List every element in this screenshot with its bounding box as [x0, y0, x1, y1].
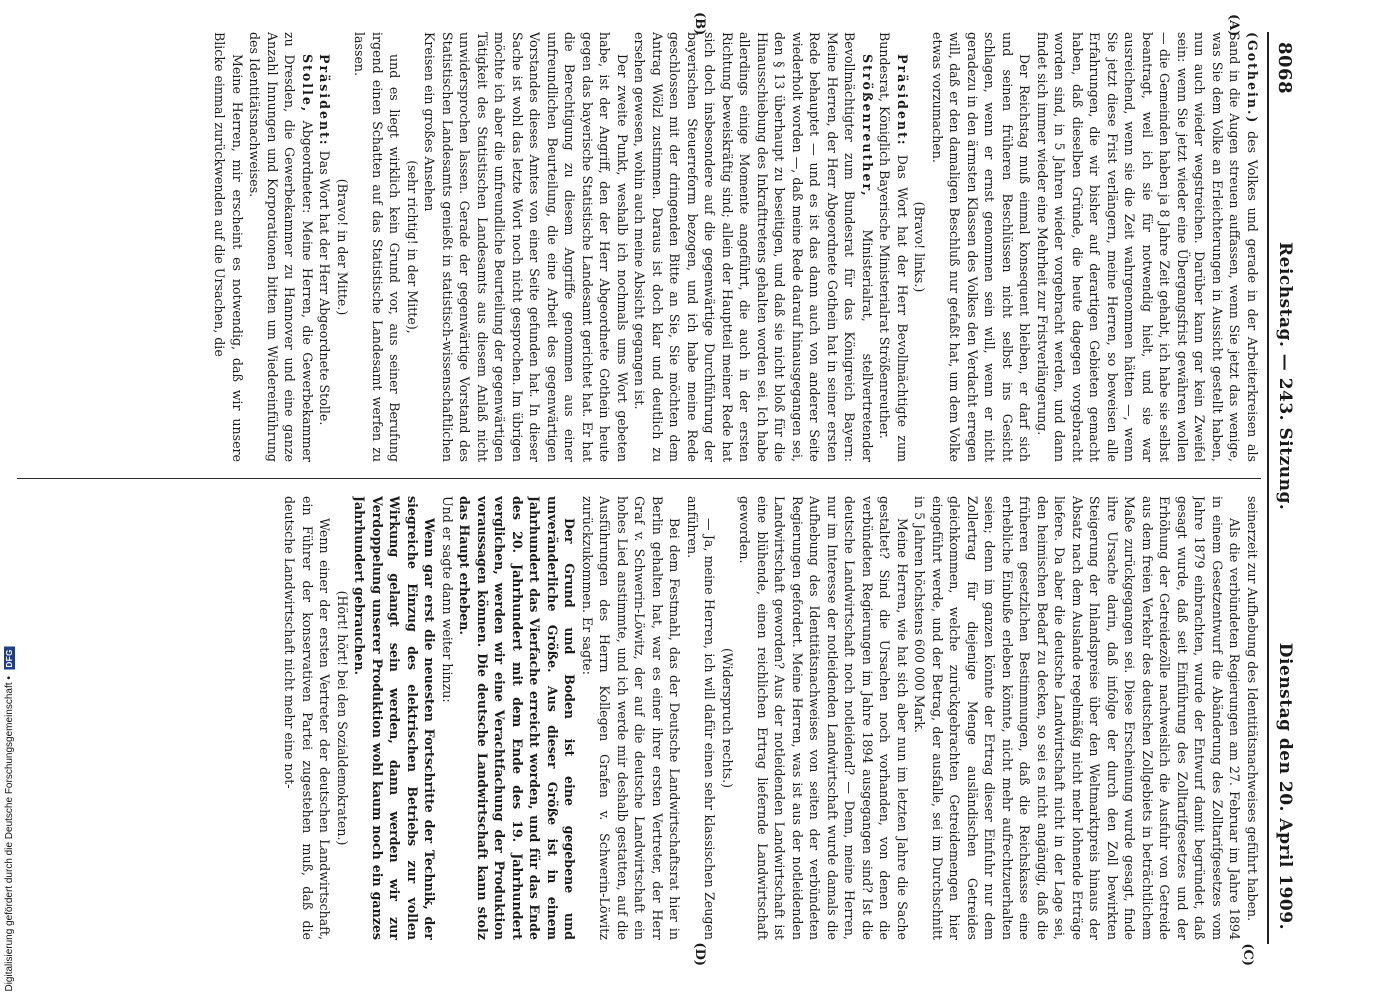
- interjection-note: (Bravo! in der Mitte.): [335, 178, 350, 316]
- margin-marker-d: (D): [692, 942, 707, 966]
- margin-marker-b: (B): [692, 12, 707, 36]
- paragraph: — Ja, meine Herren, ich will dafür einen sehr klassischen Zeugen anführen.: [685, 496, 718, 940]
- dfg-logo: DFG: [5, 649, 14, 668]
- speaker-paragraph: [876, 32, 911, 462]
- margin-marker-c: (C): [1240, 943, 1255, 966]
- left-column: [17, 32, 1261, 462]
- page-header: [1267, 42, 1297, 944]
- header-rule: [1267, 32, 1269, 944]
- interjection-note: (Hört! hört! bei den Sozialdemokraten.): [335, 590, 350, 846]
- paragraph: und es liegt wirklich kein Grund vor, aus seiner Berufung irgend einen Schatten auf das Statistische Landesamt werfen zu lassen.: [352, 32, 403, 462]
- paragraph: Als die verbündeten Regierungen am 27. Februar im Jahre 1894 in einem Gesetzentwurf die Abänderung des Zolltarifgesetzes vom Jahre 1879 einbrachten, wurde der Entwurf damit begründet, daß gesagt wurde, daß seit Einführung des Zolltarifgesetzes und der Erhöhung der Getreidezölle nachweislich die Ausfuhr von Getreide aus dem freien Verkehr des deutschen Zollgebiets in beträchtlichem Maße zurückgegangen sei. Diese Erscheinung wurde gesagt, finde ihre Ursache darin, daß infolge der durch den Zoll bewirkten Steigerung der Inlandspreise über den Weltmarktpreis hinaus der Absatz nach dem Auslande regelmäßig nicht mehr lohnende Erträge liefere. Da aber die deutsche Landwirtschaft nicht in der Lage sei, den heimischen Bedarf zu decken, so sei es nicht angängig, daß die früheren gesetzlichen Bestimmungen, daß die Reichskasse eine erhebliche Einbuße erleben könnte, nicht mehr aufrechtzuerhalten seien; denn im ganzen könnte der Ertrag dieser Einfuhr nur dem Zollertrag für diejenige Menge ausländischen Getreides gleichkommen, welche zurückgebrachten Getreidemengen hier eingeführt werde, und der Betrag, der ausfalle, sei im Durchschnitt in 5 Jahren höchstens 600 000 Mark.: [912, 496, 1243, 940]
- interjection-note: (Widerspruch rechts.): [720, 647, 735, 789]
- paragraph: Der Reichstag muß einmal konsequent bleiben, er darf sich und seinen früheren Beschlüssen nicht selbst ins Gesicht schlagen, wenn er ernst genommen sein will, wenn er nicht geradezu in den ärmsten Klassen des Volkes den Verdacht erregen will, daß er den damaligen Beschluß nur gefaßt hat, um dem Volke etwas vorzumachen.: [930, 32, 1033, 462]
- quotation: Wenn gar erst die neuesten Fortschritte der Technik, der siegreiche Einzug des elektrischen Betriebs zur vollen Wirkung gelangt sein werden, dann werden wir zur Verdoppelung unserer Produktion wohl kaum noch ein ganzes Jahrhundert gebrauchen.: [352, 496, 438, 940]
- speech-text: Das Wort hat der Herr Bevollmächtigte zum Bundesrat, Königlich Bayerische Ministerialrat Strößenreuther.: [877, 32, 910, 462]
- session-header: Reichstag. — 243. Sitzung.: [1275, 242, 1295, 511]
- speaker-paragraph: [631, 32, 876, 462]
- paragraph: Wenn einer der ersten Vertreter der deutschen Landwirtschaft, ein Führer der konservativen Partei zugestehen muß, daß die deutsche Landwirtschaft nicht mehr eine not-: [282, 496, 333, 940]
- paragraph: Meine Herren, mir erscheint es notwendig, daß wir unsere Blicke einmal zurückwenden auf die Ursachen, die: [212, 32, 245, 462]
- paragraph: Bei dem Festmahl, das der Deutsche Landwirtschaftsrat hier in Berlin gehalten hat, war es einer ihrer ersten Vertreter, der Herr Graf v. Schwerin-Löwitz, der auf die deutsche Landwirtschaft ein hohes Lied anstimmte, und ich werde mir deshalb gestatten, auf die Ausführungen des Herrn Kollegen Grafen v. Schwerin-Löwitz zurückzukommen. Er sagte:: [580, 496, 683, 940]
- page-number: 8068: [1274, 42, 1295, 95]
- credit-text: Digitalisierung gefördert durch die Deutsche Forschungsgemeinschaft •: [4, 676, 15, 992]
- right-column: [17, 496, 1261, 940]
- speech-text: Ministerialrat, stellvertretender Bevollmächtigter zum Bundesrat für das Königreich Bayern: Meine Herren, der Herr Abgeordnete Gothein hat in seiner ersten Rede behauptet — und es ist das dann auch von anderer Seite wiederholt worden —, daß meine Rede darauf hinausgegangen sei, den § 13 überhaupt zu beseitigen, und daß sie nicht bloß für die Hinausschiebung des Inkrafttretens gehalten worden sei. Ich habe allerdings einige Momente angeführt, die auch in der ersten Richtung beweiskräftig sind; allein der Hauptteil meiner Rede hat sich doch insbesondere auf die gegenwärtige Durchführung der bayerischen Steuerreform bezogen, und ich habe meine Rede geschlossen mit der dringenden Bitte an Sie, Sie möchten dem Antrag Wölzl zustimmen. Daraus ist doch klar und deutlich zu ersehen gewesen, wohin auch meine Absicht gegangen ist.: [632, 32, 875, 462]
- speaker-paragraph: [1034, 32, 1262, 462]
- quotation: Der Grund und Boden ist eine gegebene und unveränderliche Größe. Aus dieser Größe ist in einem Jahrhundert das Vierfache erreicht worden, und für das Ende des 20. Jahrhundert mit dem Ende des 19. Jahrhundert verglichen, werden wir eine Verachtfachung der Produktion voraussagen können. Die deutsche Landwirtschaft kann stolz das Haupt erheben.: [457, 496, 578, 940]
- paragraph: Der zweite Punkt, weshalb ich nochmals ums Wort gebeten habe, ist der Angriff, den der Herr Abgeordnete Gothein heute gegen das bayerische Statistische Landesamt gerichtet hat. Er hat die Berechtigung zu diesem Angriffe genommen aus einer unfreundlichen Beurteilung, die eine Arbeit des gegenwärtigen Vorstandes dieses Amtes von einer Seite gefunden hat. In dieser Sache ist wohl das letzte Wort noch nicht gesprochen. Im übrigen möchte ich aber die unfreundliche Beurteilung der gegenwärtigen Tätigkeit des Statistischen Landesamts aus diesem Anlaß nicht unwidersprochen lassen. Gerade der gegenwärtige Vorstand des Statistischen Landesamts genießt in statistisch-wissenschaftlichen Kreisen ein großes Ansehen: [422, 32, 630, 462]
- speaker-name: Präsident:: [317, 54, 333, 147]
- speech-text: des Volkes und gerade in der Arbeiterkreisen als Sand in die Augen streuen auffassen, wenn Sie jetzt das wenige, was Sie dem Volke an Erleichterungen in Aussicht gestellt haben, nun auch wieder wegstreichen. Darüber kann gar kein Zweifel sein: wenn Sie jetzt wieder eine Übergangsfrist gewähren wollen — die Gemeinden haben ja 8 Jahre Zeit gehabt, ich habe sie selbst beantragt, weil ich sie für notwendig hielt, und sie war ausreichend, wenn sie die Zeit wahrgenommen hätten —, wenn Sie jetzt diese Frist verlängern, meine Herren, so beweisen alle Erfahrungen, die wir bisher auf derartigen Gebieten gemacht haben, daß dieselben Gründe, die heute dagegen vorgebracht worden sind, in 5 Jahren wieder vorgebracht werden, und dann findet sich immer wieder eine Mehrheit zur Fristverlängerung.: [1035, 32, 1260, 462]
- interjection-note: (sehr richtig! in der Mitte),: [405, 160, 420, 334]
- paragraph: Und er sagte dann weiter hinzu:: [440, 496, 455, 703]
- interjection-note: (Bravo! links.): [912, 201, 928, 293]
- date-header: Dienstag den 20. April 1909.: [1275, 642, 1295, 930]
- paragraph: Meine Herren, wie hat sich aber nun im letzten Jahre die Sache gestaltet? Sind die Ursachen noch vorhanden, von denen die verbündeten Regierungen im Jahre 1894 ausgegangen sind? Ist die deutsche Landwirtschaft noch notleidend? — Denn, meine Herren, nur im Interesse der notleidenden Landwirtschaft wurde damals die Aufhebung des Identitätsnachweises von seiten der verbündeten Regierungen gefordert. Meine Herren, was ist aus der notleidenden Landwirtschaft geworden? Aus der notleidenden Landwirtschaft ist eine blühende, einen reichlichen Ertrag liefernde Landwirtschaft geworden.: [737, 496, 910, 940]
- speech-text: Abgeordneter: Meine Herren, die Gewerbekammer zu Dresden, die Gewerbekammer zu Hannover und eine ganze Anzahl Innungen und Korporationen bitten um Wiedereinführung des Identitätsnachweises.: [247, 32, 315, 462]
- speaker-name: (Gothein.): [1245, 32, 1260, 125]
- column-divider: [17, 478, 1261, 479]
- margin-marker-a: (A): [1226, 14, 1241, 37]
- speaker-name: Strößenreuther,: [860, 54, 875, 198]
- paragraph: seinerzeit zur Aufhebung des Identitätsnachweises geführt haben.: [1245, 496, 1260, 922]
- digitization-credit: [4, 647, 15, 992]
- speaker-paragraph: [316, 32, 334, 462]
- page-content: [17, 12, 1297, 966]
- speaker-name: Präsident:: [895, 54, 910, 147]
- speaker-paragraph: [246, 32, 316, 462]
- speech-text: Das Wort hat der Herr Abgeordnete Stolle.: [317, 146, 333, 426]
- speaker-name: Stolle,: [300, 54, 315, 114]
